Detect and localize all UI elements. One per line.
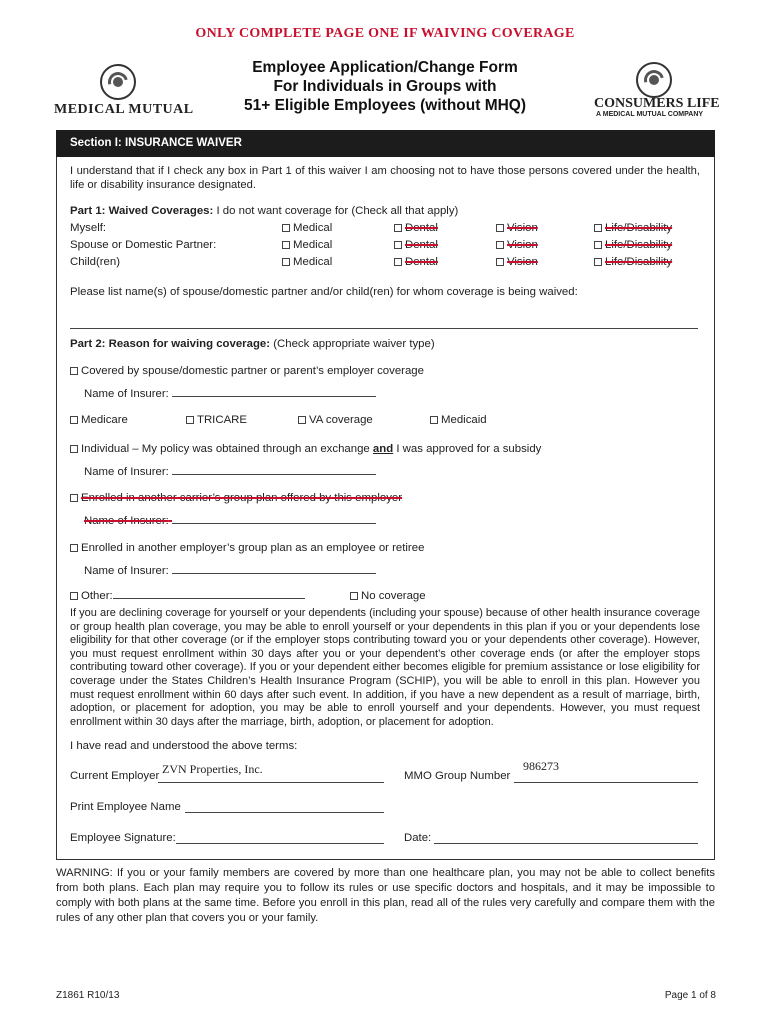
title-line-1: Employee Application/Change Form <box>252 59 518 76</box>
spouse-vision-checkbox[interactable]: Vision <box>496 238 538 252</box>
part2-instruction: (Check appropriate waiver type) <box>270 338 435 350</box>
children-medical-checkbox[interactable]: Medical <box>282 255 332 269</box>
section-header: Section I: INSURANCE WAIVER <box>56 130 715 157</box>
mmo-group-label: MMO Group Number <box>404 770 511 782</box>
row-myself-label: Myself: <box>70 222 107 234</box>
medicare-checkbox[interactable]: Medicare <box>70 413 128 427</box>
children-vision-checkbox[interactable]: Vision <box>496 255 538 269</box>
myself-dental-checkbox[interactable]: Dental <box>394 221 438 235</box>
part1-heading-label: Part 1: Waived Coverages: <box>70 205 214 217</box>
title-line-3: 51+ Eligible Employees (without MHQ) <box>243 97 527 114</box>
insurer-name-4-field[interactable] <box>172 573 376 574</box>
children-dental-checkbox[interactable]: Dental <box>394 255 438 269</box>
spouse-coverage-checkbox[interactable]: Covered by spouse/domestic partner or parent’s employer coverage <box>70 364 424 378</box>
other-carrier-checkbox[interactable]: Enrolled in another carrier’s group plan offered by this employer <box>70 491 402 505</box>
insurer-name-1-field[interactable] <box>172 396 376 397</box>
insurer-name-4: Name of Insurer: <box>84 564 376 578</box>
waived-names-field[interactable] <box>70 328 698 329</box>
part2-heading-label: Part 2: Reason for waiving coverage: <box>70 338 271 350</box>
consumers-life-emblem-icon <box>636 62 672 98</box>
page-number: Page 1 of 8 <box>664 990 716 1001</box>
other-checkbox[interactable]: Other: <box>70 589 305 603</box>
row-spouse-label: Spouse or Domestic Partner: <box>70 239 217 251</box>
print-name-field[interactable] <box>185 812 384 813</box>
current-employer-field[interactable] <box>158 782 384 783</box>
current-employer-label: Current Employer <box>70 770 160 782</box>
medical-mutual-emblem-icon <box>100 64 136 100</box>
mmo-group-field[interactable] <box>514 782 698 783</box>
signature-label: Employee Signature: <box>70 832 176 844</box>
spouse-life-checkbox[interactable]: Life/Disability <box>594 238 672 252</box>
no-coverage-checkbox[interactable]: No coverage <box>350 589 426 603</box>
other-reason-field[interactable] <box>113 598 305 599</box>
insurer-name-1: Name of Insurer: <box>84 387 376 401</box>
va-coverage-checkbox[interactable]: VA coverage <box>298 413 373 427</box>
spouse-dental-checkbox[interactable]: Dental <box>394 238 438 252</box>
medical-mutual-wordmark: MEDICAL MUTUAL <box>54 102 194 117</box>
insurer-name-3: Name of Insurer: <box>84 514 376 528</box>
insurer-name-2-field[interactable] <box>172 474 376 475</box>
mmo-group-value: 986273 <box>523 759 559 773</box>
part2-heading <box>70 337 435 351</box>
warning-notice: WARNING: If you or your family members are covered by more than one healthcare plan, you may not be able to collect benefits from both plans. Each plan may require you to follow its rules or use specific doctors and hospitals, and it may be impossible to comply with both plans at the same time. Before you enroll in this plan, read all of the rules very carefully and compare them with the rules of any other plan that covers you or your family. <box>56 867 715 924</box>
declining-coverage-notice: If you are declining coverage for yourself or your dependents (including your spouse) because of other health insurance coverage or group health plan coverage, you may be able to enroll yourself or your dependents in this plan if you or your dependents lose eligibility for that other coverage (or if the employer stops contributing toward you or your dependents other coverage). However, you must request enrollment within 30 days after you or your dependent’s other coverage ends (or after the employer stops contributing toward other coverage). If you or your dependent either becomes eligible for premium assistance or lose eligibility for coverage under the States Children’s Health Insurance Program (SCHIP), you will be able to enroll in this plan. However you must request enrollment within 60 days after such event. In addition, if you have a new dependent as a result of marriage, birth, adoption, or placement for adoption, you may be able to enroll yourself and your dependents. However, you must request enrollment within 30 days after the marriage, birth, adoption, or placement for adoption. <box>70 607 700 728</box>
part1-instruction: I do not want coverage for (Check all that apply) <box>213 205 459 217</box>
myself-medical-checkbox[interactable]: Medical <box>282 221 332 235</box>
part1-heading <box>70 204 458 218</box>
other-employer-checkbox[interactable]: Enrolled in another employer’s group plan as an employee or retiree <box>70 541 424 555</box>
form-code: Z1861 R10/13 <box>56 990 120 1001</box>
print-name-label: Print Employee Name <box>70 801 181 813</box>
waiver-intro: I understand that if I check any box in Part 1 of this waiver I am choosing not to have those persons covered under the health, life or disability insurance designated. <box>70 165 700 191</box>
insurer-name-2: Name of Insurer: <box>84 465 376 479</box>
consumers-life-wordmark: CONSUMERS LIFE <box>594 96 720 111</box>
signature-field[interactable] <box>176 843 384 844</box>
children-life-checkbox[interactable]: Life/Disability <box>594 255 672 269</box>
spouse-medical-checkbox[interactable]: Medical <box>282 238 332 252</box>
medical-mutual-logo <box>54 62 194 122</box>
list-names-prompt: Please list name(s) of spouse/domestic partner and/or child(ren) for whom coverage is being waived: <box>70 286 578 298</box>
row-children-label: Child(ren) <box>70 256 121 268</box>
waiver-banner: ONLY COMPLETE PAGE ONE IF WAIVING COVERAGE <box>195 26 575 41</box>
insurer-name-3-field[interactable] <box>172 523 376 524</box>
individual-checkbox[interactable]: Individual – My policy was obtained through an exchange and I was approved for a subsidy <box>70 442 541 456</box>
tricare-checkbox[interactable]: TRICARE <box>186 413 247 427</box>
consumers-life-logo <box>590 60 720 120</box>
current-employer-value: ZVN Properties, Inc. <box>162 762 263 776</box>
read-terms-statement: I have read and understood the above terms: <box>70 740 298 752</box>
form-title <box>222 58 548 115</box>
date-field[interactable] <box>434 843 698 844</box>
consumers-life-tagline: A MEDICAL MUTUAL COMPANY <box>596 111 704 118</box>
myself-vision-checkbox[interactable]: Vision <box>496 221 538 235</box>
myself-life-checkbox[interactable]: Life/Disability <box>594 221 672 235</box>
title-line-2: For Individuals in Groups with <box>273 78 497 95</box>
date-label: Date: <box>404 832 432 844</box>
medicaid-checkbox[interactable]: Medicaid <box>430 413 487 427</box>
